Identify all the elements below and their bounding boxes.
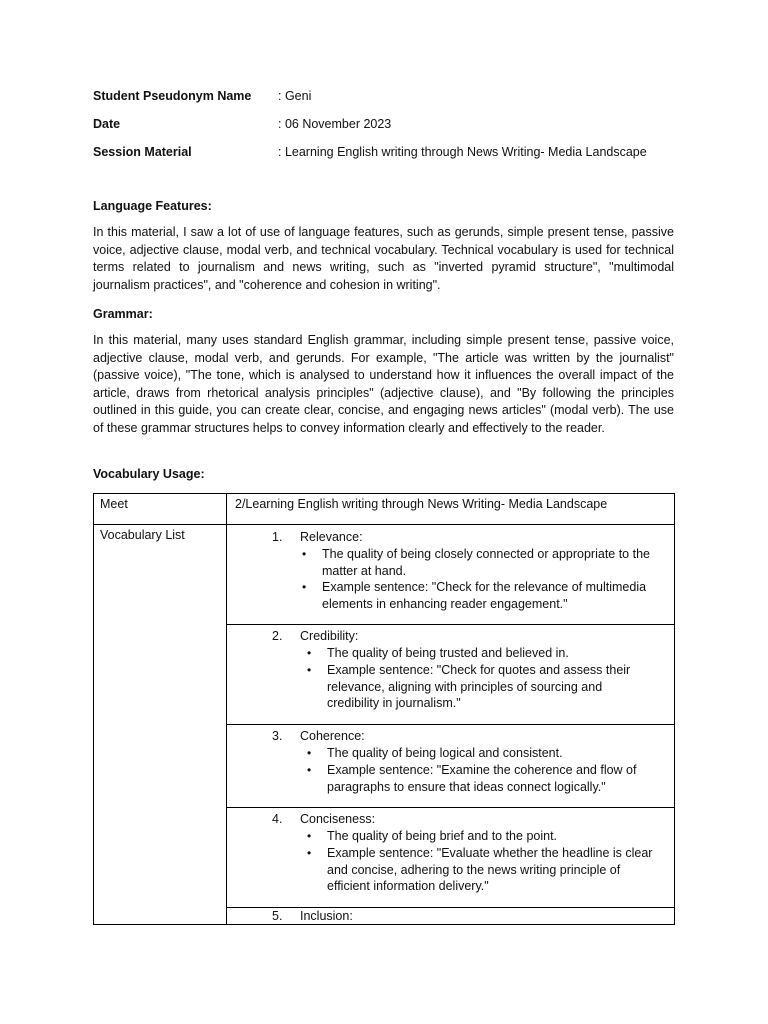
vocabulary-usage-heading: Vocabulary Usage:: [93, 467, 205, 481]
vocab-item-definition: The quality of being logical and consistent.: [327, 746, 563, 760]
vocab-item-definition: The quality of being brief and to the point.: [327, 829, 558, 843]
vocab-item-number: 4.: [272, 812, 283, 826]
meet-label: Meet: [94, 494, 227, 525]
vocab-item-number: 1.: [272, 530, 283, 544]
bullet-icon: •: [307, 646, 312, 660]
meet-value-cell: [227, 494, 675, 525]
bullet-icon: •: [307, 846, 312, 860]
date-value: : 06 November 2023: [278, 117, 392, 131]
vocab-item-term: Credibility:: [300, 629, 359, 643]
vocab-item-number: 5.: [272, 909, 283, 923]
bullet-icon: •: [307, 746, 312, 760]
bullet-icon: •: [302, 580, 307, 594]
vocab-item: [227, 725, 674, 807]
vocab-item: [227, 908, 674, 924]
date-label: Date: [93, 117, 121, 131]
vocab-item-example: Example sentence: "Examine the coherence and flow of paragraphs to ensure that ideas connect logically.": [327, 763, 637, 794]
vocab-item-definition: The quality of being closely connected or appropriate to the matter at hand.: [322, 547, 650, 578]
vocab-item-term: Inclusion:: [300, 909, 353, 923]
vocab-item-term: Coherence:: [300, 729, 365, 743]
vocab-item-definition: The quality of being trusted and believed in.: [327, 646, 569, 660]
vocab-item: [227, 808, 674, 907]
meet-value: 2/Learning English writing through News Writing- Media Landscape: [235, 497, 608, 511]
vocab-item-cell: [227, 908, 675, 925]
vocabulary-list-label: Vocabulary List: [94, 525, 227, 925]
vocabulary-table: [93, 493, 675, 925]
vocab-row-1: [94, 525, 675, 625]
bullet-icon: •: [302, 547, 307, 561]
vocab-item-term: Conciseness:: [300, 812, 376, 826]
vocab-item-cell: [227, 725, 675, 808]
vocab-item-number: 2.: [272, 629, 283, 643]
vocab-item: [227, 525, 674, 624]
bullet-icon: •: [307, 663, 312, 677]
language-features-heading: Language Features:: [93, 199, 212, 213]
vocab-item-cell: [227, 808, 675, 908]
session-material-value: : Learning English writing through News Writing- Media Landscape: [278, 145, 647, 159]
student-name-label: Student Pseudonym Name: [93, 89, 252, 103]
grammar-heading: Grammar:: [93, 307, 153, 321]
vocab-item-example: Example sentence: "Evaluate whether the headline is clear and concise, adhering to the news writing principle of efficient information delivery.": [327, 846, 653, 894]
session-material-label: Session Material: [93, 145, 192, 159]
vocab-item-term: Relevance:: [300, 530, 363, 544]
vocab-item-number: 3.: [272, 729, 283, 743]
student-name-value: : Geni: [278, 89, 312, 103]
vocab-item-example: Example sentence: "Check for the relevance of multimedia elements in enhancing reader engagement.": [322, 580, 647, 611]
vocab-item-cell: [227, 625, 675, 725]
vocab-item-cell: [227, 525, 675, 625]
vocab-item-example: Example sentence: "Check for quotes and assess their relevance, aligning with principles of sourcing and credibility in journalism.": [327, 663, 631, 711]
grammar-paragraph: In this material, many uses standard English grammar, including simple present tense, passive voice, adjective clause, modal verb, and gerunds. For example, "The article was written by the journalist" (passive voice), "The tone, which is analysed to understand how it influences the overall impact of the article, draws from rhetorical analysis principles" (adjective clause), and "By following the principles outlined in this guide, you can create clear, concise, and engaging news articles" (modal verb). The use of these grammar structures helps to convey information clearly and effectively to the reader.: [93, 333, 674, 435]
language-features-paragraph: In this material, I saw a lot of use of language features, such as gerunds, simple present tense, passive voice, adjective clause, modal verb, and technical vocabulary. Technical vocabulary is used for technical terms related to journalism and news writing, such as "inverted pyramid structure", "multimodal journalism practices", and "coherence and cohesion in writing".: [93, 225, 674, 292]
bullet-icon: •: [307, 829, 312, 843]
vocab-item: [227, 625, 674, 724]
bullet-icon: •: [307, 763, 312, 777]
meet-row: [94, 494, 675, 525]
